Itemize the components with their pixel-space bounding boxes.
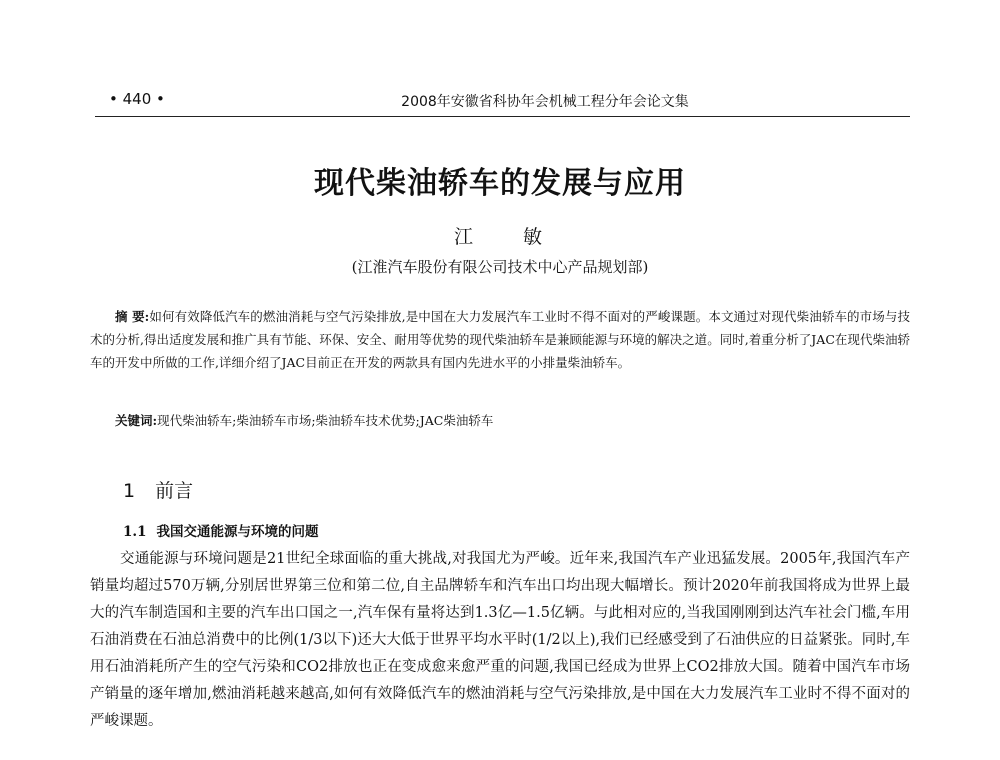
section-title: 前言 [155, 480, 194, 502]
running-title: 2008年安徽省科协年会机械工程分年会论文集 [401, 94, 689, 110]
paper-title: 现代柴油轿车的发展与应用 [314, 166, 686, 201]
section-number: 1 [123, 480, 136, 502]
keywords-label: 关键词: [115, 413, 158, 428]
abstract-text: 如何有效降低汽车的燃油消耗与空气污染排放,是中国在大力发展汽车工业时不得不面对的严峻课题。本文通过对现代柴油轿车的市场与技术的分析,得出适度发展和推广具有节能、环保、安全、耐用等优势的现代柴油轿车是兼顾能源与环境的解决之道。同时,着重分析了JAC在现代柴油轿车的开发中所做的工作,详细介绍了JAC目前正在开发的两款具有国内先进水平的小排量柴油轿车。 [90, 309, 910, 370]
running-header [95, 88, 910, 117]
abstract [90, 305, 910, 374]
author-affiliation: (江淮汽车股份有限公司技术中心产品规划部) [351, 258, 649, 276]
section-heading [123, 476, 193, 503]
page-number: • 440 • [109, 90, 165, 108]
subsection-title: 我国交通能源与环境的问题 [156, 524, 319, 540]
subsection-number: 1.1 [123, 524, 147, 540]
author-name: 江 敏 [453, 226, 565, 248]
keywords [115, 411, 910, 429]
abstract-label: 摘 要: [115, 309, 150, 324]
subsection-heading [123, 520, 319, 540]
keywords-text: 现代柴油轿车;柴油轿车市场;柴油轿车技术优势;JAC柴油轿车 [157, 413, 494, 428]
body-paragraph: 交通能源与环境问题是21世纪全球面临的重大挑战,对我国尤为严峻。近年来,我国汽车产业迅猛发展。2005年,我国汽车产销量均超过570万辆,分别居世界第三位和第二位,自主品牌轿车和汽车出口均出现大幅增长。预计2020年前我国将成为世界上最大的汽车制造国和主要的汽车出口国之一,汽车保有量将达到1.3亿—1.5亿辆。与此相对应的,当我国刚刚到达汽车社会门槛,车用石油消费在石油总消费中的比例(1/3以下)还大大低于世界平均水平时(1/2以上),我们已经感受到了石油供应的日益紧张。同时,车用石油消耗所产生的空气污染和CO2排放也正在变成愈来愈严重的问题,我国已经成为世界上CO2排放大国。随着中国汽车市场产销量的逐年增加,燃油消耗越来越高,如何有效降低汽车的燃油消耗与空气污染排放,是中国在大力发展汽车工业时不得不面对的严峻课题。 [90, 551, 910, 729]
